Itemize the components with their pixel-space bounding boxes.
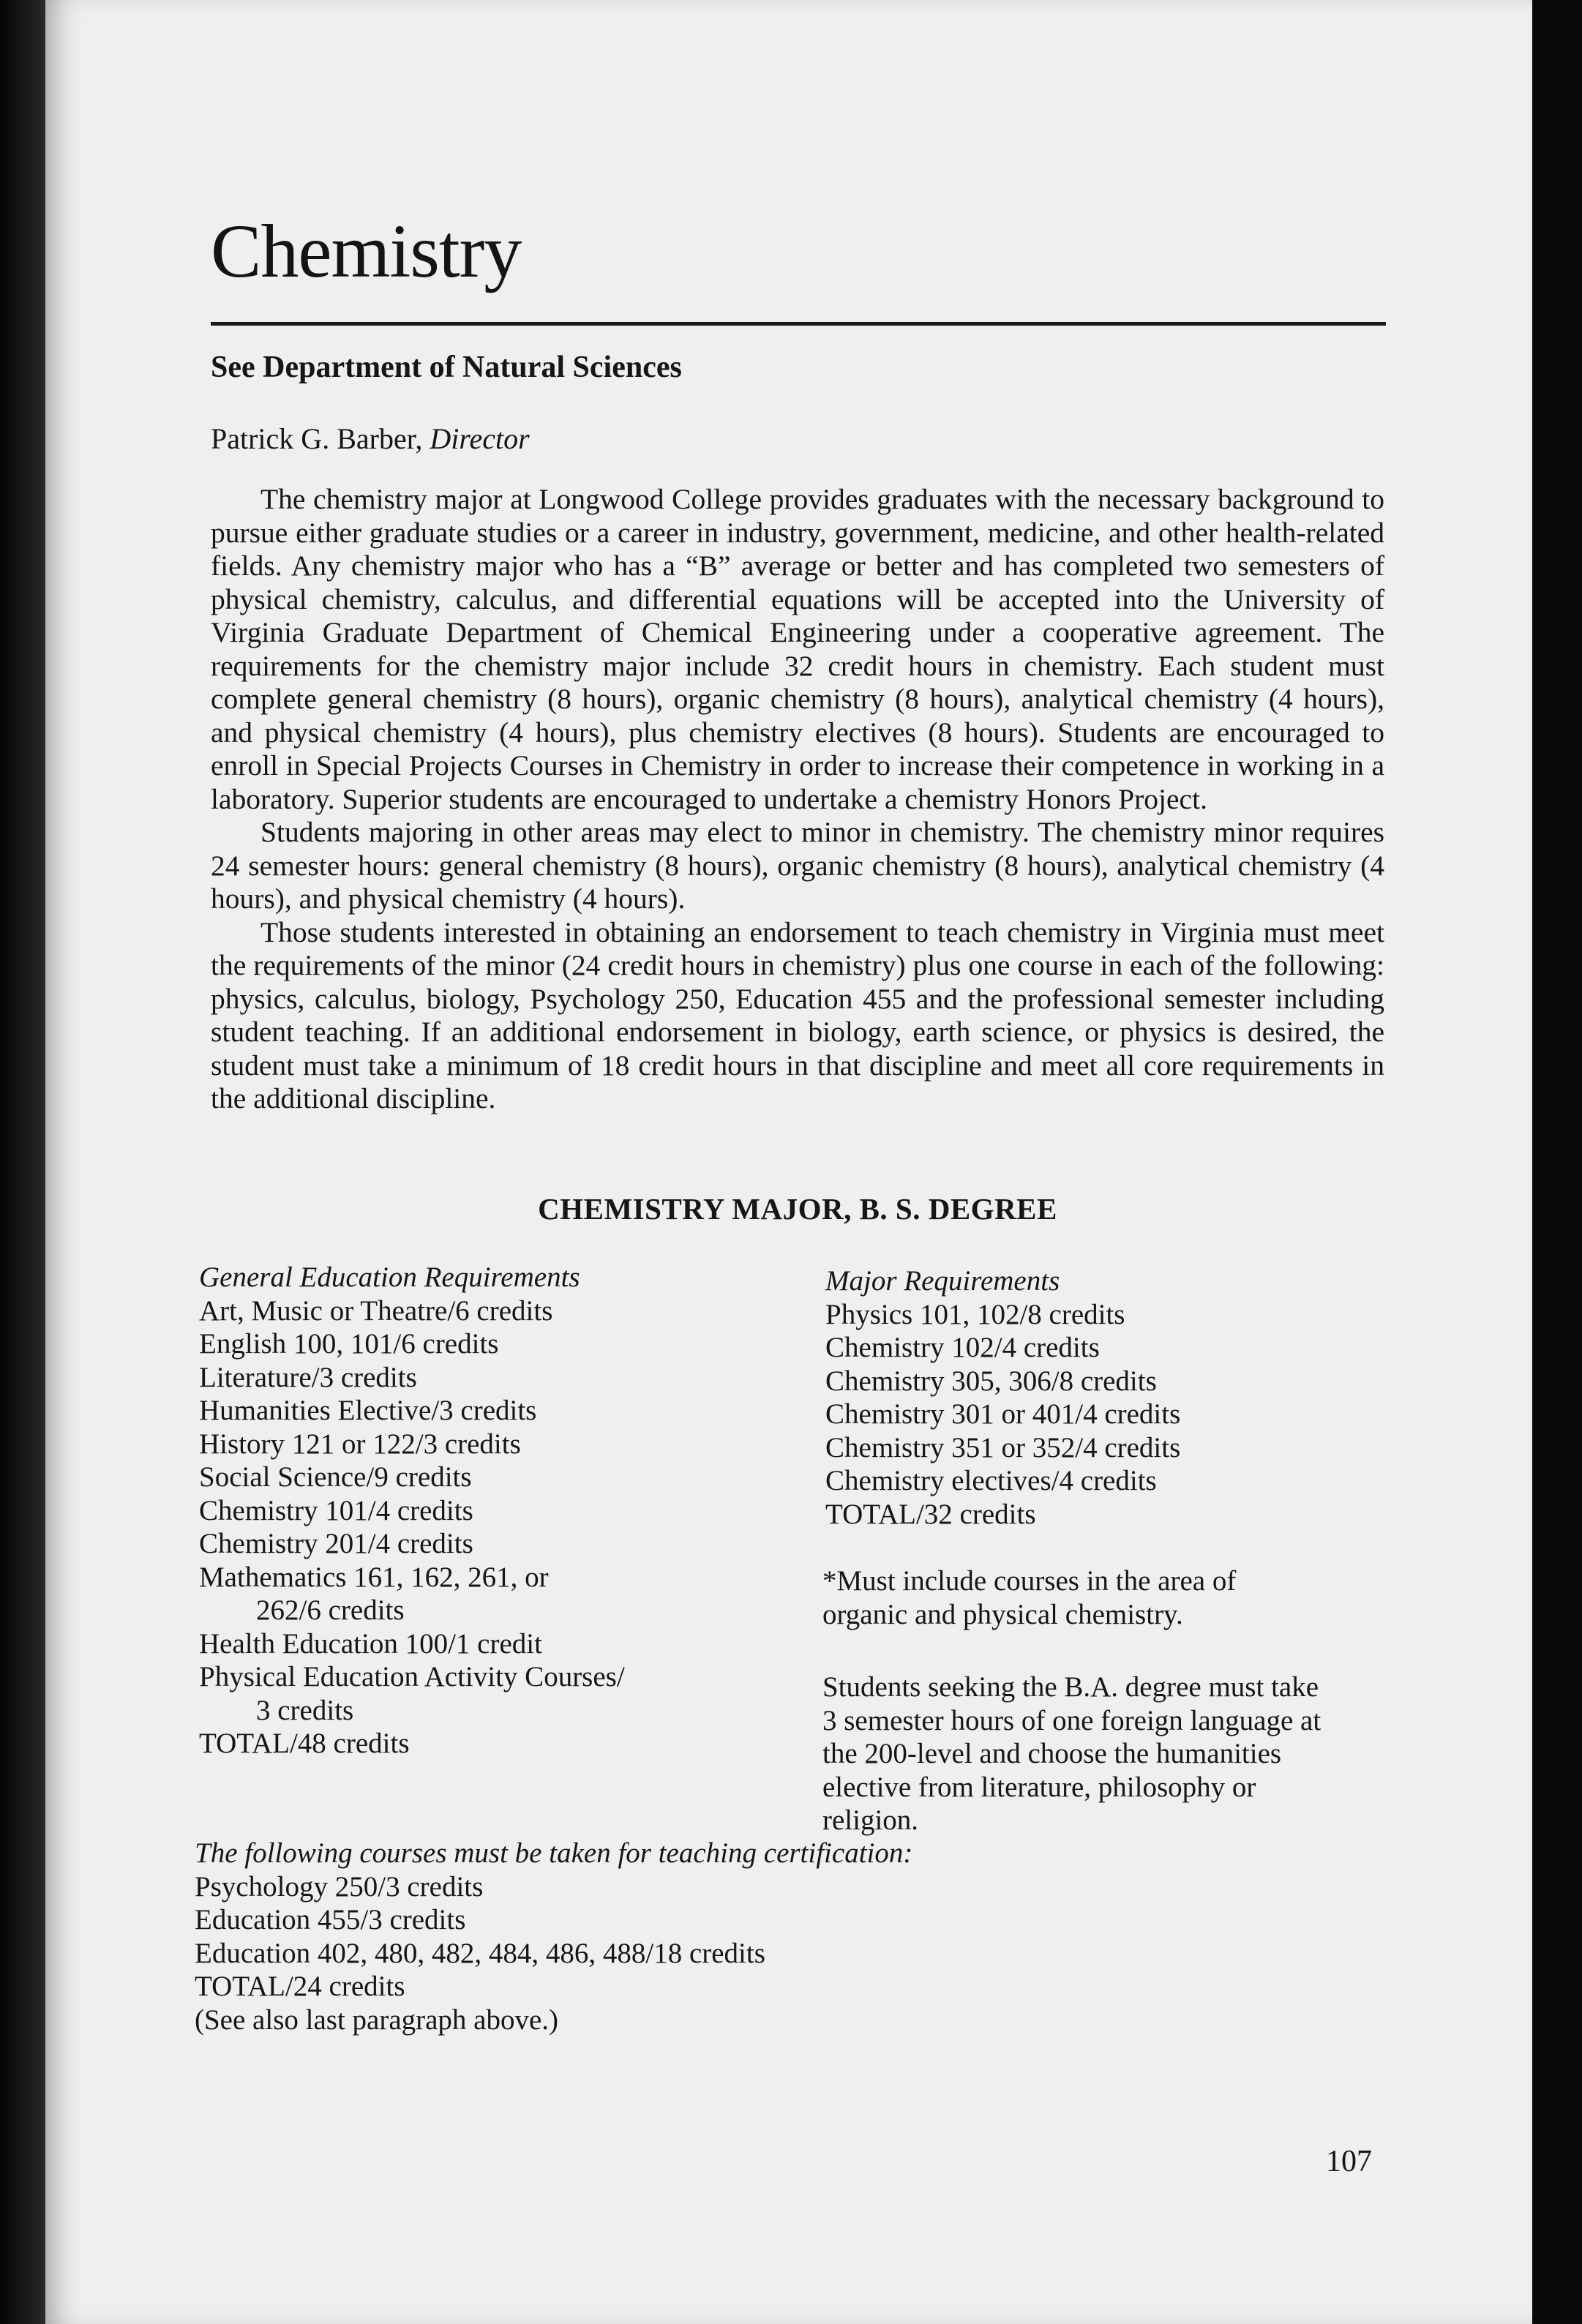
list-item: Chemistry electives/4 credits xyxy=(825,1465,1157,1496)
paragraph-minor: Students majoring in other areas may elect to minor in chemistry. The chemistry minor requires 24 semester hours: general chemistry (8 hours), organic chemistry (8 hours), analytical chemistry (4 hours), and physical chemistry (4 hours). xyxy=(211,816,1384,915)
list-item: Art, Music or Theatre/6 credits xyxy=(199,1294,553,1327)
list-item-total: TOTAL/24 credits xyxy=(195,1971,405,2002)
note-line: religion. xyxy=(822,1804,919,1836)
director-name: Patrick G. Barber, xyxy=(211,422,423,455)
list-item: Chemistry 305, 306/8 credits xyxy=(825,1365,1157,1397)
list-item: Education 455/3 credits xyxy=(195,1904,466,1935)
list-item: Physics 101, 102/8 credits xyxy=(825,1298,1125,1330)
certification-heading: The following courses must be taken for teaching certification: xyxy=(195,1837,913,1869)
list-item: Physical Education Activity Courses/ xyxy=(199,1661,625,1693)
list-item: Chemistry 301 or 401/4 credits xyxy=(825,1398,1181,1430)
list-item: History 121 or 122/3 credits xyxy=(199,1428,521,1460)
list-item-total: TOTAL/32 credits xyxy=(825,1498,1036,1530)
list-item: Humanities Elective/3 credits xyxy=(199,1395,537,1426)
list-item: Literature/3 credits xyxy=(199,1361,417,1393)
list-item-continuation: 262/6 credits xyxy=(256,1594,405,1626)
list-item: Chemistry 351 or 352/4 credits xyxy=(825,1431,1181,1463)
list-item: Chemistry 102/4 credits xyxy=(825,1332,1100,1363)
note-line: Students seeking the B.A. degree must take xyxy=(822,1671,1319,1703)
page-number: 107 xyxy=(1326,2145,1372,2178)
description-body xyxy=(211,483,1384,1116)
paragraph-major-overview: The chemistry major at Longwood College provides graduates with the necessary background to pursue either graduate studies or a career in industry, government, medicine, and other health-related fields. Any chemistry major who has a “B” average or better and has completed two semesters of physical chemistry, calculus, and differential equations will be accepted into the University of Virginia Graduate Department of Chemical Engineering under a cooperative agreement. The requirements for the chemistry major include 32 credit hours in chemistry. Each student must complete general chemistry (8 hours), organic chemistry (8 hours), analytical chemistry (4 hours), and physical chemistry (4 hours), plus chemistry electives (8 hours). Students are encouraged to enroll in Special Projects Courses in Chemistry in order to increase their competence in working in a laboratory. Superior students are encouraged to undertake a chemistry Honors Project. xyxy=(211,483,1384,815)
department-subheading: See Department of Natural Sciences xyxy=(211,351,682,384)
list-item: Chemistry 101/4 credits xyxy=(199,1494,473,1526)
list-item: Mathematics 161, 162, 261, or xyxy=(199,1561,549,1593)
page-title: Chemistry xyxy=(211,209,522,293)
note-line: the 200-level and choose the humanities xyxy=(822,1738,1282,1769)
list-item: (See also last paragraph above.) xyxy=(195,2003,559,2036)
list-item: English 100, 101/6 credits xyxy=(199,1328,499,1360)
title-rule-divider xyxy=(211,322,1386,326)
book-binding-shadow xyxy=(0,0,45,2324)
major-requirements-list xyxy=(825,1264,1180,1531)
list-item: Education 402, 480, 482, 484, 486, 488/18 credits xyxy=(195,1937,765,1969)
organic-physical-note xyxy=(822,1564,1236,1631)
general-education-heading: General Education Requirements xyxy=(199,1262,580,1293)
list-item: Social Science/9 credits xyxy=(199,1461,472,1493)
list-item: Chemistry 201/4 credits xyxy=(199,1528,473,1559)
list-item-continuation: 3 credits xyxy=(256,1694,354,1726)
note-line: 3 semester hours of one foreign language at xyxy=(822,1704,1322,1736)
general-education-list xyxy=(199,1261,625,1761)
director-line xyxy=(211,421,530,456)
list-item: Psychology 250/3 credits xyxy=(195,1870,484,1903)
list-item: Health Education 100/1 credit xyxy=(199,1627,542,1660)
major-requirements-heading: Major Requirements xyxy=(825,1265,1060,1297)
director-title: Director xyxy=(430,422,530,455)
list-item-total: TOTAL/48 credits xyxy=(199,1728,410,1759)
ba-degree-note xyxy=(822,1671,1321,1837)
note-line: *Must include courses in the area of xyxy=(822,1565,1237,1597)
note-line: organic and physical chemistry. xyxy=(822,1598,1183,1630)
note-line: elective from literature, philosophy or xyxy=(822,1771,1256,1803)
major-degree-heading: CHEMISTRY MAJOR, B. S. DEGREE xyxy=(538,1192,1057,1226)
teaching-certification-list xyxy=(195,1837,912,2036)
page-edge-background xyxy=(1532,0,1582,2324)
paragraph-endorsement: Those students interested in obtaining an endorsement to teach chemistry in Virginia must meet the requirements of the minor (24 credit hours in chemistry) plus one course in each of the following: physics, calculus, biology, Psychology 250, Education 455 and the professional semester including student teaching. If an additional endorsement in biology, earth science, or physics is desired, the student must take a minimum of 18 credit hours in that discipline and meet all core requirements in the additional discipline. xyxy=(211,915,1384,1114)
